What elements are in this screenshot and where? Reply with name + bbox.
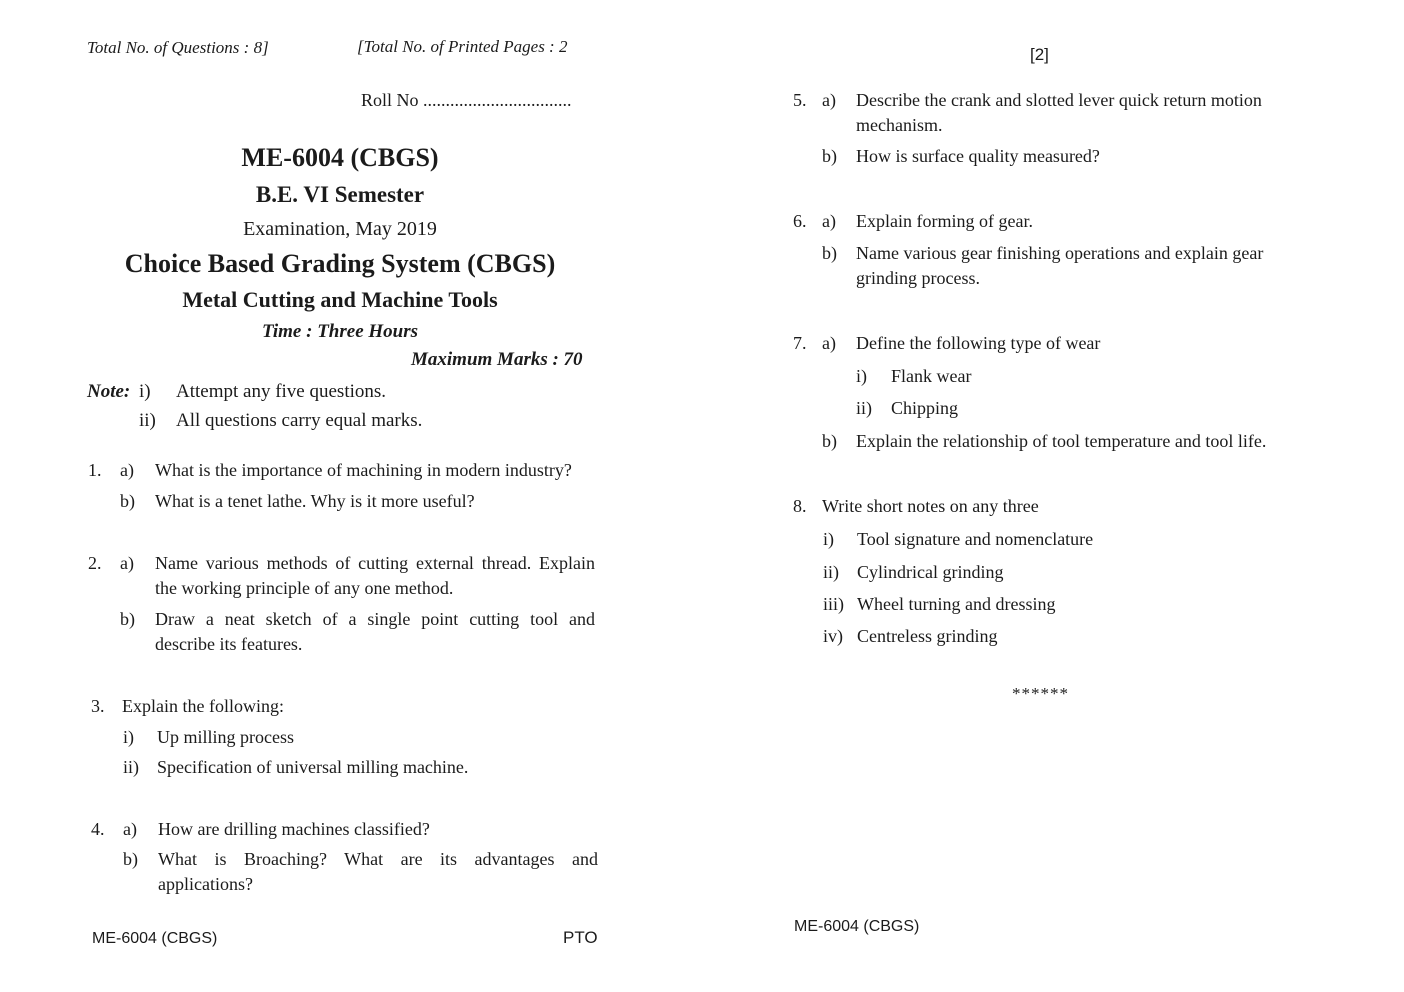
- question-number: 1.: [88, 460, 102, 480]
- part-label: a): [120, 553, 134, 573]
- footer-code: ME-6004 (CBGS): [92, 930, 218, 947]
- question-number: 6.: [793, 211, 807, 231]
- subpart-text: Flank wear: [891, 366, 972, 386]
- question-number: 7.: [793, 333, 807, 353]
- question-stem: Write short notes on any three: [822, 496, 1039, 516]
- part-text: Draw a neat sketch of a single point cutting tool and describe its features.: [155, 609, 595, 654]
- printed-pages: [Total No. of Printed Pages : 2: [357, 37, 568, 56]
- question-number: 5.: [793, 90, 807, 110]
- part-text: Define the following type of wear: [856, 333, 1101, 353]
- question-number: 3.: [91, 696, 105, 716]
- part-label: iii): [823, 594, 844, 614]
- note-item: Attempt any five questions.: [176, 381, 387, 402]
- max-marks: Maximum Marks : 70: [411, 349, 583, 370]
- part-label: iv): [823, 626, 843, 646]
- part-label: b): [822, 431, 837, 451]
- part-label: ii): [823, 562, 839, 582]
- examination: Examination, May 2019: [243, 218, 437, 240]
- part-text: What is a tenet lathe. Why is it more useful?: [155, 491, 475, 511]
- part-label: a): [822, 333, 836, 353]
- part-text: Up milling process: [157, 727, 294, 747]
- part-label: a): [822, 211, 836, 231]
- question-number: 8.: [793, 496, 807, 516]
- right-page: [700, 0, 1404, 992]
- part-label: a): [120, 460, 134, 480]
- part-label: b): [822, 146, 837, 166]
- question-5: [793, 88, 1293, 173]
- grading-system: Choice Based Grading System (CBGS): [124, 249, 556, 278]
- subpart-label: ii): [856, 398, 872, 418]
- note-marker: ii): [139, 410, 156, 431]
- note-item: All questions carry equal marks.: [176, 410, 423, 431]
- question-8: [793, 494, 1293, 654]
- part-label: b): [123, 849, 138, 869]
- question-1: [88, 458, 600, 518]
- question-number: 2.: [88, 553, 102, 573]
- part-label: a): [822, 90, 836, 110]
- part-label: b): [822, 243, 837, 263]
- question-number: 4.: [91, 819, 105, 839]
- part-text: What is the importance of machining in modern industry?: [155, 460, 572, 480]
- left-page: [0, 0, 700, 992]
- part-text: Describe the crank and slotted lever quick return motion mechanism.: [856, 90, 1262, 135]
- part-text: How are drilling machines classified?: [158, 819, 430, 839]
- question-stem: Explain the following:: [122, 696, 284, 716]
- part-text: Name various methods of cutting external thread. Explain the working principle of any one method.: [155, 553, 595, 598]
- part-text: Name various gear finishing operations and explain gear grinding process.: [856, 243, 1264, 288]
- part-label: a): [123, 819, 137, 839]
- part-label: i): [823, 529, 834, 549]
- part-text: What is Broaching? What are its advantages and applications?: [158, 849, 598, 894]
- question-4: [91, 817, 603, 902]
- question-6: [793, 209, 1293, 294]
- part-text: Cylindrical grinding: [857, 562, 1004, 582]
- exam-time: Time : Three Hours: [261, 321, 419, 342]
- note-marker: i): [139, 381, 151, 402]
- part-text: Explain forming of gear.: [856, 211, 1033, 231]
- question-7: [793, 331, 1298, 461]
- part-text: Tool signature and nomenclature: [857, 529, 1094, 549]
- semester: B.E. VI Semester: [255, 182, 425, 207]
- subpart-text: Chipping: [891, 398, 959, 418]
- subject-title: Metal Cutting and Machine Tools: [182, 287, 498, 312]
- part-text: Centreless grinding: [857, 626, 998, 646]
- part-label: i): [123, 727, 134, 747]
- end-mark: ******: [1012, 684, 1069, 703]
- part-text: Wheel turning and dressing: [857, 594, 1056, 614]
- question-2: [88, 551, 600, 661]
- page-number: [2]: [1030, 45, 1049, 64]
- question-3: [91, 694, 603, 784]
- part-label: ii): [123, 757, 139, 777]
- part-label: b): [120, 491, 135, 511]
- part-label: b): [120, 609, 135, 629]
- total-questions: Total No. of Questions : 8]: [87, 38, 269, 57]
- roll-no: Roll No .................................: [361, 90, 572, 110]
- subpart-label: i): [856, 366, 867, 386]
- part-text: How is surface quality measured?: [856, 146, 1100, 166]
- footer-code: ME-6004 (CBGS): [794, 918, 920, 935]
- part-text: Specification of universal milling machine.: [157, 757, 469, 777]
- part-text: Explain the relationship of tool temperature and tool life.: [856, 431, 1267, 451]
- note-label: Note:: [87, 381, 131, 402]
- footer-pto: PTO: [563, 928, 598, 947]
- paper-code: ME-6004 (CBGS): [241, 143, 439, 172]
